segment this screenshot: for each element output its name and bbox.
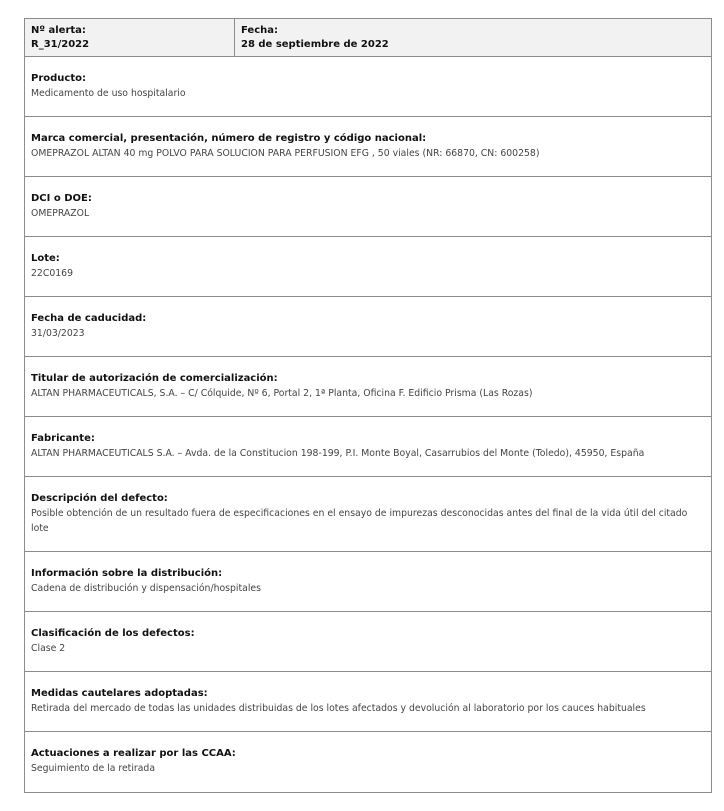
field-value: Retirada del mercado de todas las unidades distribuidas de los lotes afectados y devolución al laboratorio por los cauces habituales [31,703,646,714]
field-value: ALTAN PHARMACEUTICALS S.A. – Avda. de la Constitucion 198-199, P.I. Monte Boyal, Casarrubios del Monte (Toledo), 45950, España [31,448,645,459]
field-value: Seguimiento de la retirada [31,763,156,774]
field-value: Posible obtención de un resultado fuera de especificaciones en el ensayo de impurezas desconocidas antes del final de la vida útil del citado lote [31,508,688,534]
field-value: OMEPRAZOL ALTAN 40 mg POLVO PARA SOLUCION PARA PERFUSION EFG , 50 viales (NR: 66870, CN: 600258) [31,148,540,159]
field-label: Producto: [31,73,86,84]
field-label: Clasificación de los defectos: [31,628,195,639]
field-row-defect-description [25,477,711,552]
field-row-brand [25,117,711,177]
field-label: DCI o DOE: [31,193,92,204]
field-value: 31/03/2023 [31,328,85,339]
field-value: OMEPRAZOL [31,208,90,219]
field-label: Medidas cautelares adoptadas: [31,688,208,699]
field-row-expiry [25,297,711,357]
field-value: Cadena de distribución y dispensación/hospitales [31,583,261,594]
field-label: Lote: [31,253,60,264]
alert-date-label: Fecha: [241,25,279,36]
field-label: Fabricante: [31,433,95,444]
field-row-classification [25,612,711,672]
field-label: Titular de autorización de comercialización: [31,373,278,384]
field-row-distribution [25,552,711,612]
field-row-holder [25,357,711,417]
field-label: Marca comercial, presentación, número de registro y código nacional: [31,133,427,144]
field-row-lot [25,237,711,297]
alert-number-value: R_31/2022 [31,39,90,50]
field-row-product [25,57,711,117]
alert-number-label: Nº alerta: [31,25,86,36]
alert-date-value: 28 de septiembre de 2022 [241,39,389,50]
field-row-dci [25,177,711,237]
field-value: Medicamento de uso hospitalario [31,88,186,99]
field-label: Fecha de caducidad: [31,313,147,324]
alert-date-cell [235,19,711,56]
field-row-measures [25,672,711,732]
alert-header-row [25,19,711,57]
alert-number-cell [25,19,235,56]
field-label: Actuaciones a realizar por las CCAA: [31,748,236,759]
field-value: Clase 2 [31,643,66,654]
field-label: Descripción del defecto: [31,493,168,504]
field-value: 22C0169 [31,268,73,279]
field-row-ccaa-actions [25,732,711,792]
field-label: Información sobre la distribución: [31,568,223,579]
field-value: ALTAN PHARMACEUTICALS, S.A. – C/ Cólquide, Nº 6, Portal 2, 1ª Planta, Oficina F. Edificio Prisma (Las Rozas) [31,388,533,399]
alert-table [24,18,712,793]
field-row-manufacturer [25,417,711,477]
